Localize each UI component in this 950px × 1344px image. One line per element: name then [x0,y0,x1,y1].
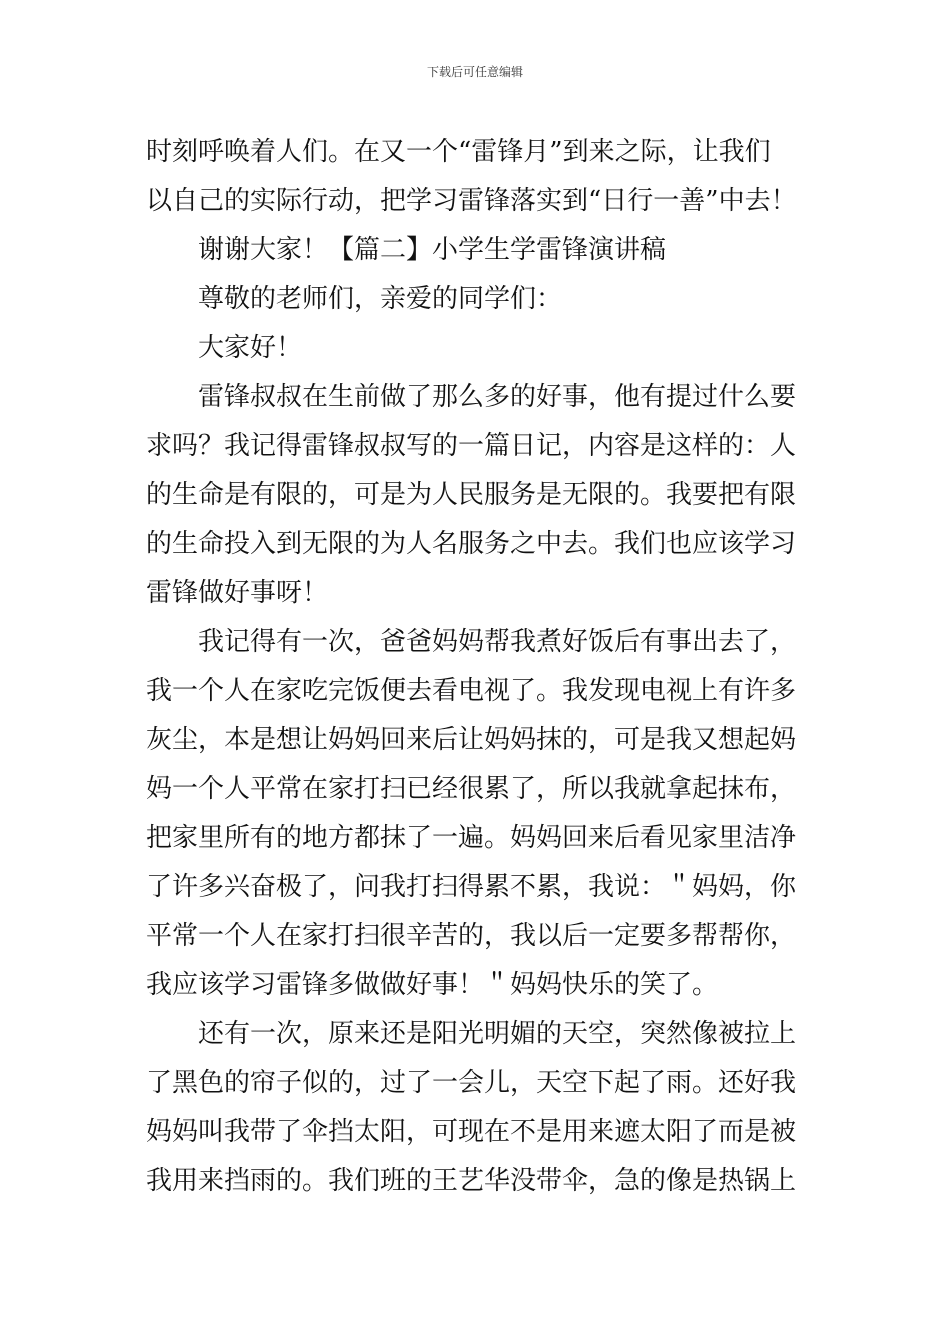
text-line: 还有一次，原来还是阳光明媚的天空，突然像被拉上 [198,1019,797,1049]
text-line: 尊敬的老师们，亲爱的同学们： [198,284,563,314]
text-line: 我一个人在家吃完饭便去看电视了。我发现电视上有许多 [146,676,797,706]
text-line: 把家里所有的地方都抹了一遍。妈妈回来后看见家里洁净 [146,823,797,853]
text-line: 谢谢大家！【篇二】小学生学雷锋演讲稿 [198,235,667,265]
text-line: 时刻呼唤着人们。在又一个“雷锋月”到来之际，让我们 [146,137,771,167]
body-text [146,128,810,1206]
text-line: 的生命是有限的，可是为人民服务是无限的。我要把有限 [146,480,797,510]
text-line: 大家好！ [198,333,303,363]
text-line: 求吗？我记得雷锋叔叔写的一篇日记，内容是这样的：人 [146,431,797,461]
text-line: 我用来挡雨的。我们班的王艺华没带伞，急的像是热锅上 [146,1166,797,1196]
text-line: 妈一个人平常在家打扫已经很累了，所以我就拿起抹布， [146,774,797,804]
text-line: 的生命投入到无限的为人名服务之中去。我们也应该学习 [146,529,797,559]
text-line: 以自己的实际行动，把学习雷锋落实到“日行一善”中去！ [146,186,797,216]
text-line: 平常一个人在家打扫很辛苦的，我以后一定要多帮帮你， [146,921,797,951]
text-line: 我记得有一次，爸爸妈妈帮我煮好饭后有事出去了， [198,627,797,657]
text-line: 我应该学习雷锋多做做好事！＂妈妈快乐的笑了。 [146,970,719,1000]
text-line: 雷锋叔叔在生前做了那么多的好事，他有提过什么要 [198,382,797,412]
text-line: 灰尘，本是想让妈妈回来后让妈妈抹的，可是我又想起妈 [146,725,797,755]
text-line: 了黑色的帘子似的，过了一会儿，天空下起了雨。还好我 [146,1068,797,1098]
text-line: 雷锋做好事呀！ [146,578,329,608]
page-header: 下载后可任意编辑 [426,65,523,79]
text-line: 了许多兴奋极了，问我打扫得累不累，我说：＂妈妈，你 [146,872,797,902]
text-line: 妈妈叫我带了伞挡太阳，可现在不是用来遮太阳了而是被 [146,1117,797,1147]
